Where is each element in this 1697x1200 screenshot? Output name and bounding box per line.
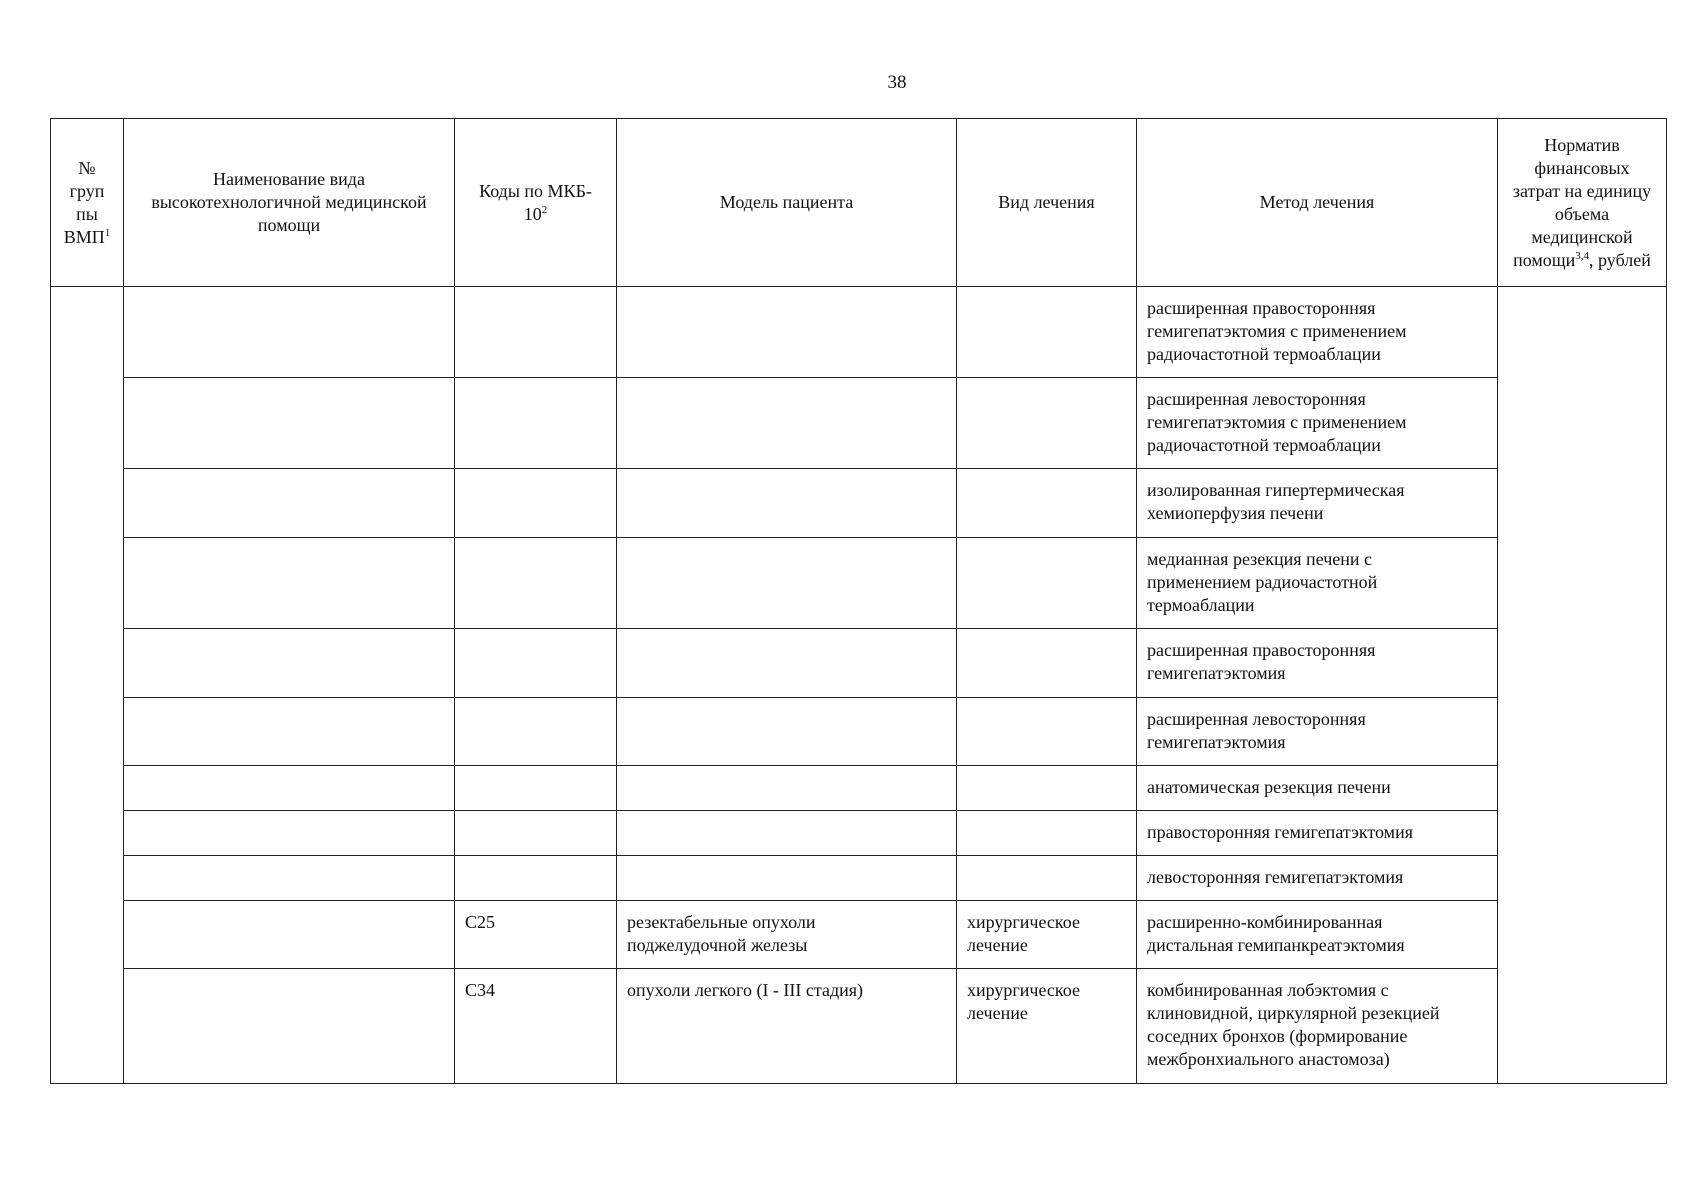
cell-patient-model [617,469,957,538]
cell-icd-code: C25 [455,901,617,969]
cell-care-name [124,766,455,811]
table-row [51,287,1667,378]
cell-treatment-method: анатомическая резекция печени [1137,766,1498,811]
cell-patient-model [617,378,957,469]
cell-treatment-type [957,629,1137,698]
cell-treatment-type: хирургическое лечение [957,901,1137,969]
cell-treatment-method: расширенная правосторонняя гемигепатэктомия [1137,629,1498,698]
cell-icd-code [455,629,617,698]
table-row [51,901,1667,969]
table-header-row [51,119,1667,287]
cell-care-name [124,901,455,969]
header-icd-codes: Коды по МКБ- $10^2$ [455,119,617,287]
cell-patient-model [617,287,957,378]
cell-care-name [124,629,455,698]
cell-treatment-type [957,811,1137,856]
cell-patient-model [617,538,957,629]
cell-group-no [51,287,124,1084]
cell-treatment-type [957,538,1137,629]
page-number: 38 [887,72,907,93]
cell-patient-model: резектабельные опухоли поджелудочной железы [617,901,957,969]
cell-icd-code: C34 [455,969,617,1084]
cell-icd-code [455,698,617,766]
table-row [51,811,1667,856]
cell-patient-model [617,811,957,856]
header-patient-model: Модель пациента [617,119,957,287]
header-treatment-type: Вид лечения [957,119,1137,287]
cell-patient-model: опухоли легкого (I - III стадия) [617,969,957,1084]
cell-treatment-method: расширенная левосторонняя гемигепатэктомия [1137,698,1498,766]
cell-patient-model [617,766,957,811]
cell-patient-model [617,629,957,698]
cell-treatment-type [957,766,1137,811]
cell-icd-code [455,766,617,811]
cell-treatment-type [957,378,1137,469]
table-row [51,698,1667,766]
cell-treatment-type [957,698,1137,766]
cell-care-name [124,287,455,378]
cell-treatment-method: расширенно-комбинированная дистальная гемипанкреатэктомия [1137,901,1498,969]
table-row [51,378,1667,469]
cell-care-name [124,538,455,629]
cell-icd-code [455,378,617,469]
cell-care-name [124,811,455,856]
table-row [51,766,1667,811]
cell-icd-code [455,287,617,378]
header-treatment-method: Метод лечения [1137,119,1498,287]
header-care-name: Наименование вида высокотехнологичной медицинской помощи [124,119,455,287]
table-row [51,469,1667,538]
hmc-table [50,118,1667,1084]
cell-treatment-method: расширенная правосторонняя гемигепатэктомия с применением радиочастотной термоаблации [1137,287,1498,378]
cell-care-name [124,856,455,901]
header-group-no: № груп пы ВМП$^1$ [51,119,124,287]
cell-treatment-type: хирургическое лечение [957,969,1137,1084]
cell-care-name [124,378,455,469]
header-cost-norm: Норматив финансовых затрат на единицу объема медицинской помощи$^{3,4}$, рублей [1498,119,1667,287]
table-row [51,629,1667,698]
cell-treatment-method: комбинированная лобэктомия с клиновидной, циркулярной резекцией соседних бронхов (формирование межбронхиального анастомоза) [1137,969,1498,1084]
cell-treatment-type [957,287,1137,378]
cell-treatment-method: изолированная гипертермическая хемиоперфузия печени [1137,469,1498,538]
cell-icd-code [455,469,617,538]
cell-treatment-method: правосторонняя гемигепатэктомия [1137,811,1498,856]
cell-patient-model [617,698,957,766]
table-row [51,538,1667,629]
cell-treatment-type [957,469,1137,538]
table-row [51,856,1667,901]
cell-icd-code [455,856,617,901]
table-row [51,969,1667,1084]
cell-icd-code [455,811,617,856]
cell-icd-code [455,538,617,629]
cell-care-name [124,969,455,1084]
cell-treatment-method: медианная резекция печени с применением радиочастотной термоаблации [1137,538,1498,629]
cell-treatment-method: расширенная левосторонняя гемигепатэктомия с применением радиочастотной термоаблации [1137,378,1498,469]
cell-treatment-method: левосторонняя гемигепатэктомия [1137,856,1498,901]
cell-care-name [124,698,455,766]
cell-care-name [124,469,455,538]
cell-cost-norm [1498,287,1667,1084]
cell-treatment-type [957,856,1137,901]
cell-patient-model [617,856,957,901]
